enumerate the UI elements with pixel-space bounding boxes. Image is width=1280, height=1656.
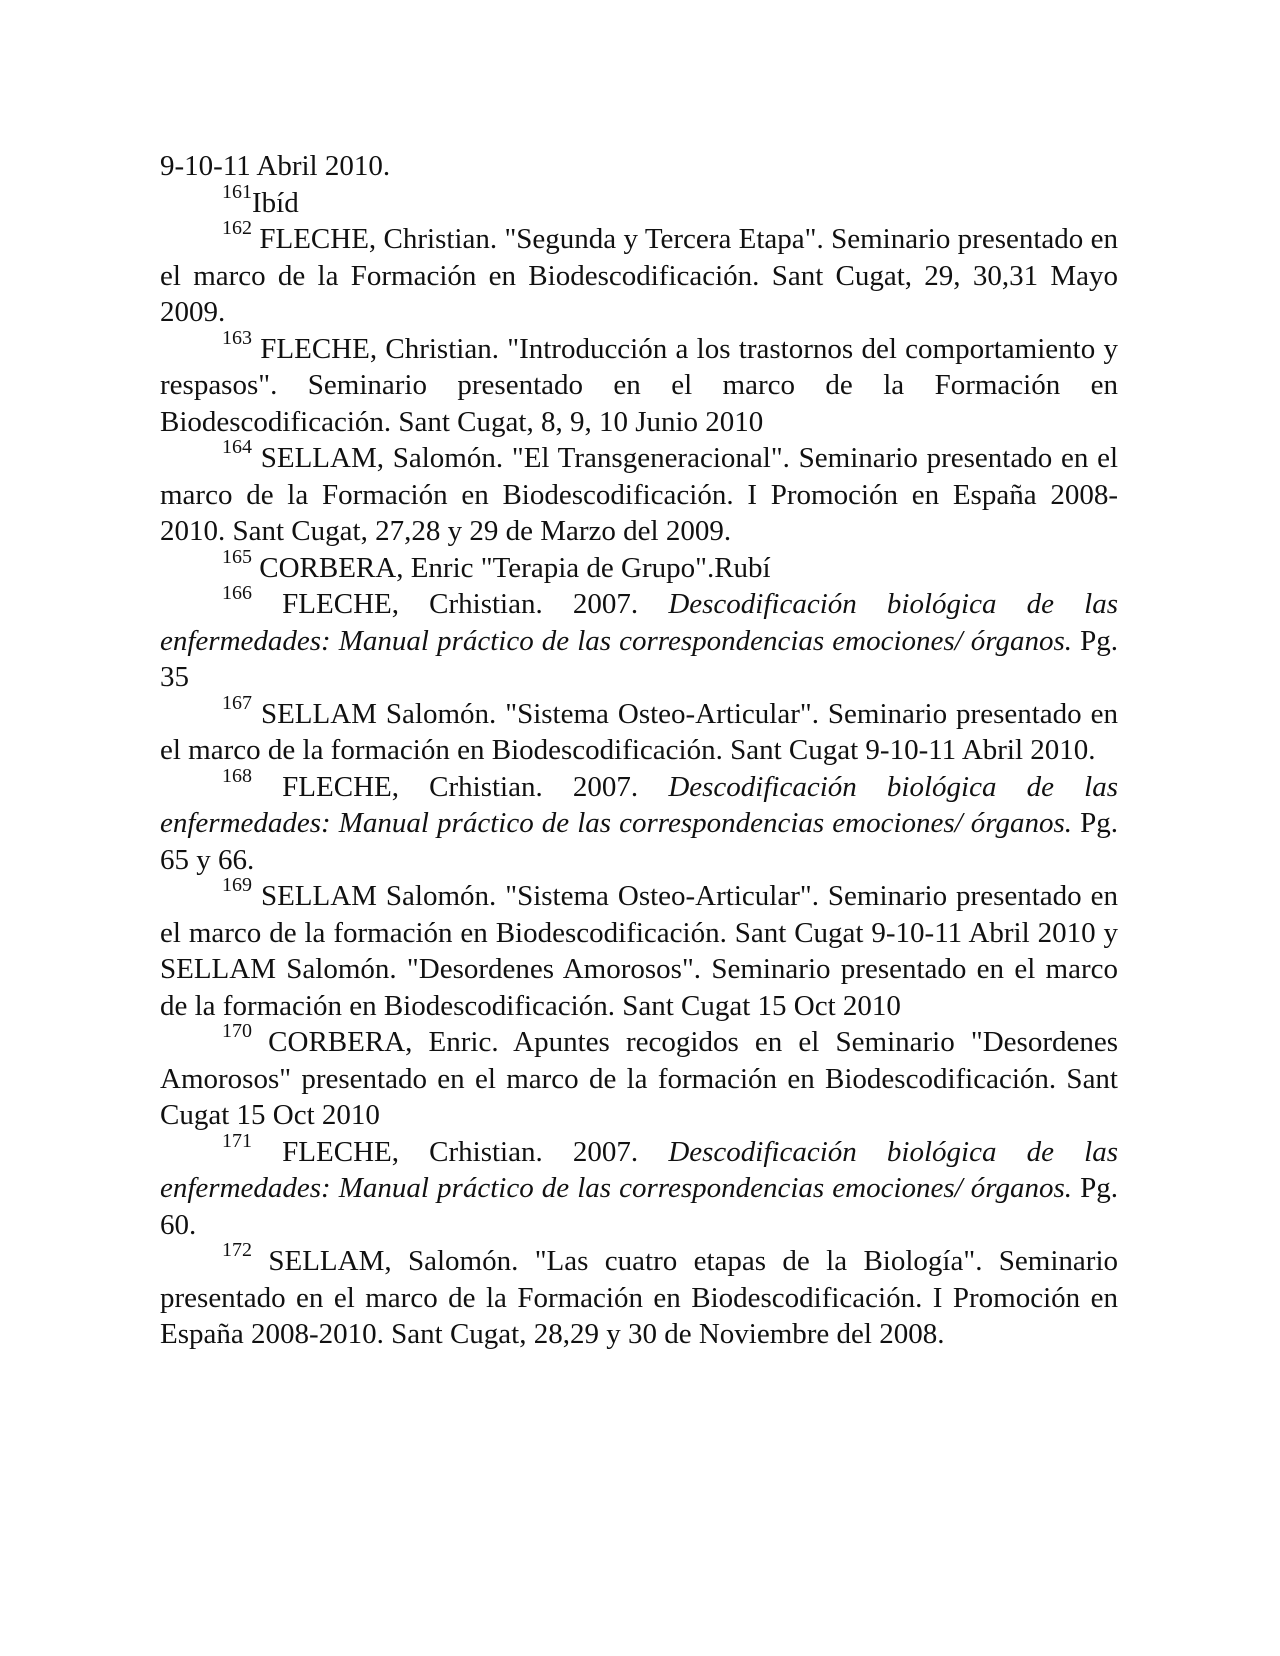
footnote-171: [160, 1129, 1119, 1244]
book-title: Descodificación biológica de las enfermedades: Manual práctico de las correspondencias emociones/ órganos.: [160, 1135, 1119, 1204]
footnote-text: SELLAM, Salomón. "Las cuatro etapas de la Biología". Seminario presentado en el marco de la Formación en Biodescodificación. I Promoción en España 2008-2010. Sant Cugat, 28,29 y 30 de Noviembre del 2008.: [160, 1245, 1119, 1350]
footnote-number: 170: [222, 1020, 252, 1042]
footnote-text: SELLAM, Salomón. "El Transgeneracional". Seminario presentado en el marco de la Formación en Biodescodificación. I Promoción en España 2008-2010. Sant Cugat, 27,28 y 29 de Marzo del 2009.: [160, 442, 1119, 547]
footnote-161: [160, 180, 1118, 222]
footnote-number: 172: [222, 1239, 252, 1261]
footnote-text: FLECHE, Christian. "Introducción a los trastornos del comportamiento y respasos". Seminario presentado en el marco de la Formación en Biodescodificación. Sant Cugat, 8, 9, 10 Junio 2010: [160, 332, 1118, 438]
footnote-number: 164: [222, 436, 252, 458]
footnote-number: 163: [222, 326, 252, 349]
footnote-165: [160, 545, 1118, 587]
footnote-168: [160, 764, 1119, 879]
footnote-page-ref: Pg. 35: [160, 624, 1118, 693]
footnote-text: FLECHE, Crhistian. 2007.: [282, 1135, 639, 1168]
footnote-text: Ibíd: [252, 186, 299, 219]
footnote-169: [160, 874, 1119, 1024]
footnote-text: SELLAM Salomón. "Sistema Osteo-Articular". Seminario presentado en el marco de la formación en Biodescodificación. Sant Cugat 9-10-11 Abril 2010.: [160, 697, 1119, 766]
footnote-172: [160, 1239, 1119, 1353]
footnote-number: 169: [222, 874, 252, 896]
footnote-number: 161: [222, 180, 252, 203]
book-title: Descodificación biológica de las enfermedades: Manual práctico de las correspondencias emociones/ órganos.: [160, 770, 1119, 839]
footnote-number: 162: [222, 217, 252, 239]
footnote-text: SELLAM Salomón. "Sistema Osteo-Articular". Seminario presentado en el marco de la formación en Biodescodificación. Sant Cugat 9-10-11 Abril 2010 y SELLAM Salomón. "Desordenes Amorosos". Seminario presentado en el marco de la formación en Biodescodificación. Sant Cugat 15 Oct 2010: [160, 880, 1119, 1022]
footnote-170: [160, 1020, 1119, 1134]
footnote-continuation-text: 9-10-11 Abril 2010.: [160, 150, 391, 182]
book-title: Descodificación biológica de las enfermedades: Manual práctico de las correspondencias emociones/ órganos.: [160, 588, 1119, 657]
footnote-number: 165: [222, 545, 252, 568]
footnotes-page: [160, 148, 1118, 1353]
footnote-number: 171: [222, 1129, 252, 1152]
footnote-text: FLECHE, Crhistian. 2007.: [282, 770, 639, 803]
footnote-167: [160, 691, 1119, 769]
footnote-text: CORBERA, Enric "Terapia de Grupo".Rubí: [259, 551, 771, 584]
footnote-162: [160, 217, 1119, 331]
footnote-page-ref: Pg. 65 y 66.: [160, 807, 1118, 876]
footnote-number: 167: [222, 691, 252, 714]
footnote-166: [160, 582, 1119, 696]
footnote-163: [160, 326, 1118, 441]
footnote-continuation: [160, 148, 1118, 185]
footnote-number: 168: [222, 764, 252, 787]
footnote-number: 166: [222, 582, 252, 604]
footnote-page-ref: Pg. 60.: [160, 1172, 1118, 1241]
footnote-text: FLECHE, Christian. "Segunda y Tercera Etapa". Seminario presentado en el marco de la Formación en Biodescodificación. Sant Cugat, 29, 30,31 Mayo 2009.: [160, 223, 1119, 328]
footnote-164: [160, 436, 1119, 550]
footnote-text: CORBERA, Enric. Apuntes recogidos en el Seminario "Desordenes Amorosos" presentado en el marco de la formación en Biodescodificación. Sant Cugat 15 Oct 2010: [160, 1026, 1119, 1131]
footnote-text: FLECHE, Crhistian. 2007.: [282, 588, 639, 620]
